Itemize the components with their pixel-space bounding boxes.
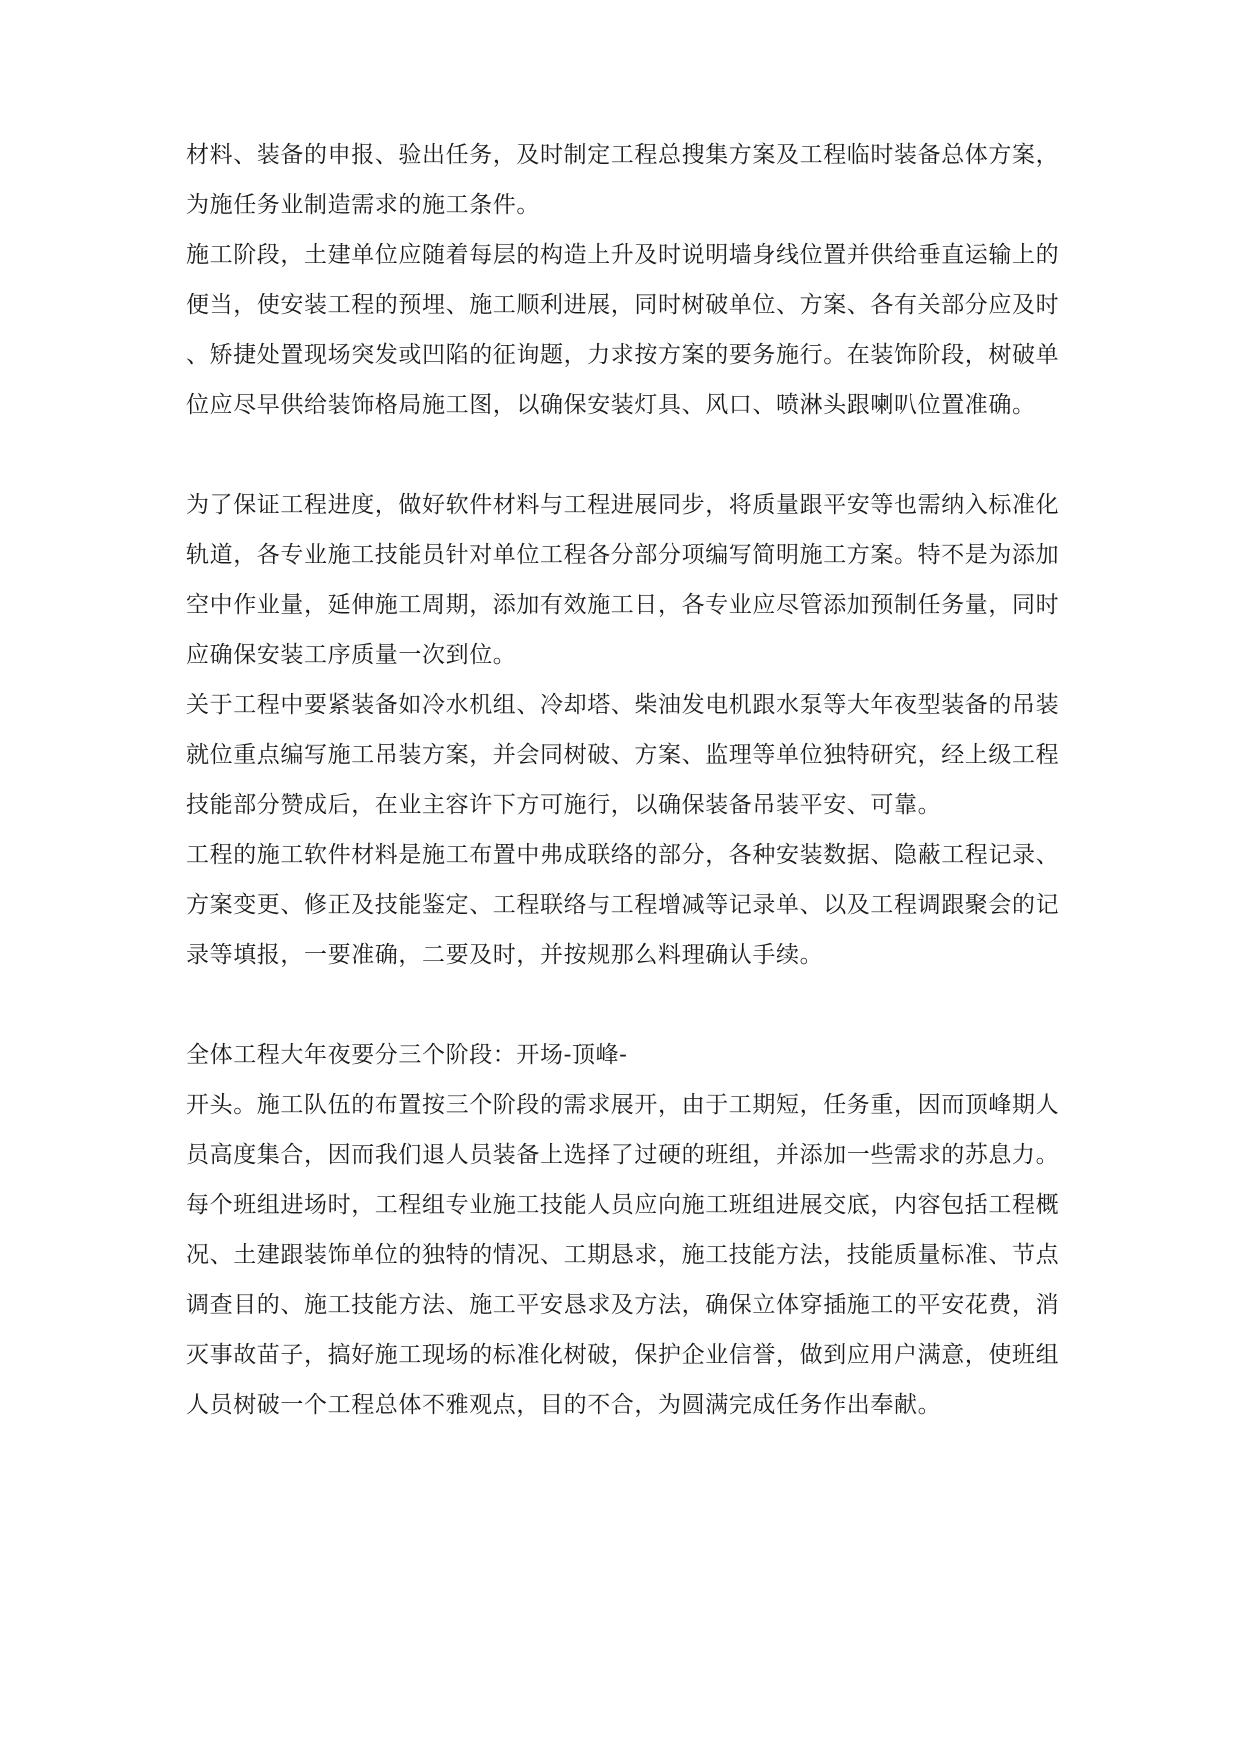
text-line: 应确保安装工序质量一次到位。 xyxy=(186,642,517,668)
text-line: 位应尽早供给装饰格局施工图，以确保安装灯具、风口、喷淋头跟喇叭位置准确。 xyxy=(186,392,1036,418)
text-line: 调查目的、施工技能方法、施工平安恳求及方法，确保立体穿插施工的平安花费，消 xyxy=(186,1292,1060,1318)
text-line: 每个班组进场时，工程组专业施工技能人员应向施工班组进展交底，内容包括工程概 xyxy=(186,1192,1060,1218)
text-line: 便当，使安装工程的预埋、施工顺利进展，同时树破单位、方案、各有关部分应及时 xyxy=(186,292,1060,318)
text-line: 为了保证工程进度，做好软件材料与工程进展同步，将质量跟平安等也需纳入标准化 xyxy=(186,492,1060,518)
paragraph-gap xyxy=(186,430,1111,480)
text-line: 材料、装备的申报、验出任务，及时制定工程总搜集方案及工程临时装备总体方案， xyxy=(186,142,1060,168)
text-line: 技能部分赞成后，在业主容许下方可施行，以确保装备吊装平安、可靠。 xyxy=(186,792,942,818)
text-line: 录等填报，一要准确，二要及时，并按规那么料理确认手续。 xyxy=(186,942,824,968)
text-line: 就位重点编写施工吊装方案，并会同树破、方案、监理等单位独特研究，经上级工程 xyxy=(186,742,1060,768)
text-line: 空中作业量，延伸施工周期，添加有效施工日，各专业应尽管添加预制任务量，同时 xyxy=(186,592,1060,618)
text-line: 灭事故苗子，搞好施工现场的标准化树破，保护企业信誉，做到应用户满意，使班组 xyxy=(186,1342,1060,1368)
text-line: 为施任务业制造需求的施工条件。 xyxy=(186,192,540,218)
text-line: 工程的施工软件材料是施工布置中弗成联络的部分，各种安装数据、隐蔽工程记录、 xyxy=(186,842,1060,868)
paragraph-gap xyxy=(186,980,1111,1030)
text-line: 全体工程大年夜要分三个阶段：开场-顶峰- xyxy=(186,1042,628,1068)
text-line: 、矫捷处置现场突发或凹陷的征询题，力求按方案的要务施行。在装饰阶段，树破单 xyxy=(186,342,1060,368)
text-line: 人员树破一个工程总体不雅观点，目的不合，为圆满完成任务作出奉献。 xyxy=(186,1392,942,1418)
text-line: 方案变更、修正及技能鉴定、工程联络与工程增减等记录单、以及工程调跟聚会的记 xyxy=(186,892,1060,918)
text-line: 员高度集合，因而我们退人员装备上选择了过硬的班组，并添加一些需求的苏息力。 xyxy=(186,1142,1060,1168)
text-line: 开头。施工队伍的布置按三个阶段的需求展开，由于工期短，任务重，因而顶峰期人 xyxy=(186,1092,1060,1118)
text-line: 轨道，各专业施工技能员针对单位工程各分部分项编写简明施工方案。特不是为添加 xyxy=(186,542,1060,568)
text-line: 施工阶段，土建单位应随着每层的构造上升及时说明墙身线位置并供给垂直运输上的 xyxy=(186,242,1060,268)
text-line: 况、土建跟装饰单位的独特的情况、工期恳求，施工技能方法，技能质量标准、节点 xyxy=(186,1242,1060,1268)
text-line: 关于工程中要紧装备如冷水机组、冷却塔、柴油发电机跟水泵等大年夜型装备的吊装 xyxy=(186,692,1060,718)
document-body xyxy=(186,130,1111,1430)
